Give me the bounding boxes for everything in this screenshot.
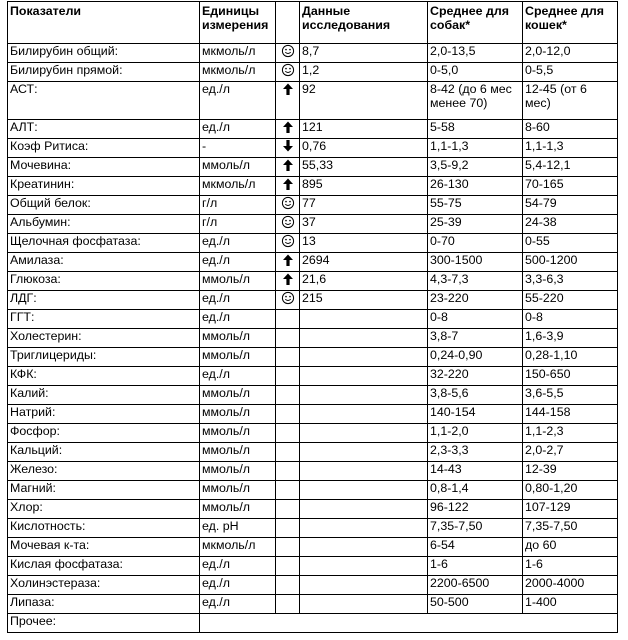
- dogs-reference: 7,35-7,50: [428, 519, 523, 538]
- unit-cell: ед./л: [200, 576, 276, 595]
- header-mark: [276, 2, 300, 44]
- table-row: [8, 348, 618, 367]
- dogs-reference: 32-220: [428, 367, 523, 386]
- table-row: [8, 538, 618, 557]
- unit-cell: ед./л: [200, 557, 276, 576]
- result-value: 92: [300, 82, 428, 120]
- result-value: 55,33: [300, 158, 428, 177]
- cats-reference: 7,35-7,50: [523, 519, 618, 538]
- result-value: [300, 424, 428, 443]
- result-value: 895: [300, 177, 428, 196]
- table-row: [8, 234, 618, 253]
- indicator-name: Билирубин общий:: [8, 44, 200, 63]
- indicator-name: Холинэстераза:: [8, 576, 200, 595]
- dogs-reference: 0,24-0,90: [428, 348, 523, 367]
- unit-cell: ммоль/л: [200, 386, 276, 405]
- unit-cell: ммоль/л: [200, 158, 276, 177]
- table-row: [8, 481, 618, 500]
- status-mark-cell: [276, 595, 300, 614]
- table-row: [8, 443, 618, 462]
- unit-cell: г/л: [200, 196, 276, 215]
- header-dogs: Среднее для собак*: [428, 2, 523, 44]
- dogs-reference: 3,8-7: [428, 329, 523, 348]
- result-value: 77: [300, 196, 428, 215]
- dogs-reference: 1-6: [428, 557, 523, 576]
- result-value: 2694: [300, 253, 428, 272]
- indicator-name: Креатинин:: [8, 177, 200, 196]
- unit-cell: ед./л: [200, 234, 276, 253]
- status-mark-cell: [276, 519, 300, 538]
- status-mark-cell: [276, 500, 300, 519]
- dogs-reference: 5-58: [428, 120, 523, 139]
- result-value: 0,76: [300, 139, 428, 158]
- unit-cell: мкмоль/л: [200, 538, 276, 557]
- unit-cell: ед./л: [200, 595, 276, 614]
- cats-reference: 55-220: [523, 291, 618, 310]
- result-value: [300, 481, 428, 500]
- status-mark-cell: [276, 481, 300, 500]
- dogs-reference: 25-39: [428, 215, 523, 234]
- table-row: [8, 82, 618, 120]
- unit-cell: ед./л: [200, 367, 276, 386]
- result-value: 121: [300, 120, 428, 139]
- result-value: 1,2: [300, 63, 428, 82]
- status-mark-cell: [276, 139, 300, 158]
- result-value: [300, 538, 428, 557]
- dogs-reference: 2,0-13,5: [428, 44, 523, 63]
- status-mark-cell: [276, 82, 300, 120]
- result-value: [300, 405, 428, 424]
- dogs-reference: 0-5,0: [428, 63, 523, 82]
- table-row: [8, 424, 618, 443]
- cats-reference: 24-38: [523, 215, 618, 234]
- dogs-reference: 50-500: [428, 595, 523, 614]
- unit-cell: ед./л: [200, 253, 276, 272]
- result-value: [300, 519, 428, 538]
- table-row: [8, 177, 618, 196]
- footer-row: [8, 614, 618, 633]
- result-value: [300, 348, 428, 367]
- table-row: [8, 196, 618, 215]
- table-row: [8, 329, 618, 348]
- status-mark-cell: [276, 329, 300, 348]
- indicator-name: КФК:: [8, 367, 200, 386]
- dogs-reference: 3,5-9,2: [428, 158, 523, 177]
- dogs-reference: 3,8-5,6: [428, 386, 523, 405]
- table-row: [8, 158, 618, 177]
- header-cats: Среднее для кошек*: [523, 2, 618, 44]
- indicator-name: Железо:: [8, 462, 200, 481]
- dogs-reference: 23-220: [428, 291, 523, 310]
- cats-reference: до 60: [523, 538, 618, 557]
- cats-reference: 500-1200: [523, 253, 618, 272]
- cats-reference: 107-129: [523, 500, 618, 519]
- result-value: [300, 576, 428, 595]
- table-row: [8, 500, 618, 519]
- unit-cell: ед. pH: [200, 519, 276, 538]
- unit-cell: мкмоль/л: [200, 177, 276, 196]
- unit-cell: ммоль/л: [200, 329, 276, 348]
- header-indicator: Показатели: [8, 2, 200, 44]
- cats-reference: 2,0-12,0: [523, 44, 618, 63]
- other-label: Прочее:: [8, 614, 200, 633]
- dogs-reference: 1,1-1,3: [428, 139, 523, 158]
- cats-reference: 54-79: [523, 196, 618, 215]
- result-value: 215: [300, 291, 428, 310]
- cats-reference: 12-39: [523, 462, 618, 481]
- cats-reference: 1,1-1,3: [523, 139, 618, 158]
- table-row: [8, 386, 618, 405]
- dogs-reference: 14-43: [428, 462, 523, 481]
- indicator-name: Натрий:: [8, 405, 200, 424]
- result-value: 37: [300, 215, 428, 234]
- cats-reference: 1-6: [523, 557, 618, 576]
- dogs-reference: 0-70: [428, 234, 523, 253]
- indicator-name: Амилаза:: [8, 253, 200, 272]
- status-mark-cell: [276, 576, 300, 595]
- status-mark-cell: [276, 120, 300, 139]
- result-value: 13: [300, 234, 428, 253]
- dogs-reference: 55-75: [428, 196, 523, 215]
- unit-cell: мкмоль/л: [200, 44, 276, 63]
- arrow-up-icon: [281, 177, 295, 191]
- result-value: [300, 595, 428, 614]
- indicator-name: Общий белок:: [8, 196, 200, 215]
- status-mark-cell: [276, 386, 300, 405]
- cats-reference: 70-165: [523, 177, 618, 196]
- table-body: [8, 44, 618, 633]
- indicator-name: Магний:: [8, 481, 200, 500]
- status-mark-cell: [276, 405, 300, 424]
- status-mark-cell: [276, 44, 300, 63]
- cats-reference: 3,3-6,3: [523, 272, 618, 291]
- dogs-reference: 2,3-3,3: [428, 443, 523, 462]
- status-mark-cell: [276, 196, 300, 215]
- status-mark-cell: [276, 291, 300, 310]
- table-row: [8, 557, 618, 576]
- dogs-reference: 0-8: [428, 310, 523, 329]
- cats-reference: 12-45 (от 6 мес): [523, 82, 618, 120]
- status-mark-cell: [276, 462, 300, 481]
- unit-cell: ед./л: [200, 120, 276, 139]
- unit-cell: г/л: [200, 215, 276, 234]
- table-row: [8, 272, 618, 291]
- results-table-wrapper: [7, 1, 618, 633]
- indicator-name: ГГТ:: [8, 310, 200, 329]
- dogs-reference: 140-154: [428, 405, 523, 424]
- header-units: Единицы измерения: [200, 2, 276, 44]
- smiley-icon: [281, 44, 295, 58]
- smiley-icon: [281, 63, 295, 77]
- indicator-name: АСТ:: [8, 82, 200, 120]
- status-mark-cell: [276, 310, 300, 329]
- unit-cell: ммоль/л: [200, 481, 276, 500]
- arrow-up-icon: [281, 158, 295, 172]
- unit-cell: ед./л: [200, 310, 276, 329]
- unit-cell: ммоль/л: [200, 443, 276, 462]
- arrow-up-icon: [281, 272, 295, 286]
- cats-reference: 2,0-2,7: [523, 443, 618, 462]
- unit-cell: мкмоль/л: [200, 63, 276, 82]
- table-row: [8, 253, 618, 272]
- status-mark-cell: [276, 424, 300, 443]
- smiley-icon: [281, 215, 295, 229]
- result-value: 8,7: [300, 44, 428, 63]
- result-value: [300, 500, 428, 519]
- dogs-reference: 0,8-1,4: [428, 481, 523, 500]
- indicator-name: Калий:: [8, 386, 200, 405]
- smiley-icon: [281, 196, 295, 210]
- cats-reference: 0-8: [523, 310, 618, 329]
- status-mark-cell: [276, 177, 300, 196]
- result-value: [300, 329, 428, 348]
- status-mark-cell: [276, 215, 300, 234]
- status-mark-cell: [276, 63, 300, 82]
- status-mark-cell: [276, 234, 300, 253]
- unit-cell: ммоль/л: [200, 462, 276, 481]
- cats-reference: 1,1-2,3: [523, 424, 618, 443]
- status-mark-cell: [276, 272, 300, 291]
- status-mark-cell: [276, 538, 300, 557]
- indicator-name: Холестерин:: [8, 329, 200, 348]
- unit-cell: -: [200, 139, 276, 158]
- unit-cell: ммоль/л: [200, 272, 276, 291]
- table-row: [8, 405, 618, 424]
- result-value: [300, 462, 428, 481]
- arrow-down-icon: [281, 139, 295, 153]
- cats-reference: 1-400: [523, 595, 618, 614]
- arrow-up-icon: [281, 120, 295, 134]
- table-row: [8, 462, 618, 481]
- table-row: [8, 576, 618, 595]
- unit-cell: ммоль/л: [200, 424, 276, 443]
- indicator-name: Коэф Ритиса:: [8, 139, 200, 158]
- table-row: [8, 291, 618, 310]
- dogs-reference: 6-54: [428, 538, 523, 557]
- status-mark-cell: [276, 158, 300, 177]
- dogs-reference: 8-42 (до 6 мес менее 70): [428, 82, 523, 120]
- other-value: [200, 614, 618, 633]
- indicator-name: ЛДГ:: [8, 291, 200, 310]
- header-row: [8, 2, 618, 44]
- dogs-reference: 96-122: [428, 500, 523, 519]
- indicator-name: Триглицериды:: [8, 348, 200, 367]
- dogs-reference: 2200-6500: [428, 576, 523, 595]
- smiley-icon: [281, 234, 295, 248]
- cats-reference: 8-60: [523, 120, 618, 139]
- dogs-reference: 4,3-7,3: [428, 272, 523, 291]
- unit-cell: ед./л: [200, 291, 276, 310]
- table-row: [8, 63, 618, 82]
- cats-reference: 0-5,5: [523, 63, 618, 82]
- indicator-name: Альбумин:: [8, 215, 200, 234]
- cats-reference: 2000-4000: [523, 576, 618, 595]
- cats-reference: 1,6-3,9: [523, 329, 618, 348]
- status-mark-cell: [276, 557, 300, 576]
- cats-reference: 144-158: [523, 405, 618, 424]
- result-value: [300, 367, 428, 386]
- table-row: [8, 367, 618, 386]
- header-result: Данные исследования: [300, 2, 428, 44]
- status-mark-cell: [276, 443, 300, 462]
- status-mark-cell: [276, 253, 300, 272]
- cats-reference: 0,28-1,10: [523, 348, 618, 367]
- indicator-name: Кислая фосфатаза:: [8, 557, 200, 576]
- table-row: [8, 120, 618, 139]
- table-row: [8, 519, 618, 538]
- indicator-name: АЛТ:: [8, 120, 200, 139]
- table-row: [8, 310, 618, 329]
- indicator-name: Кислотность:: [8, 519, 200, 538]
- indicator-name: Мочевина:: [8, 158, 200, 177]
- dogs-reference: 1,1-2,0: [428, 424, 523, 443]
- result-value: [300, 557, 428, 576]
- smiley-icon: [281, 291, 295, 305]
- indicator-name: Глюкоза:: [8, 272, 200, 291]
- result-value: [300, 443, 428, 462]
- indicator-name: Щелочная фосфатаза:: [8, 234, 200, 253]
- indicator-name: Хлор:: [8, 500, 200, 519]
- table-row: [8, 139, 618, 158]
- cats-reference: 5,4-12,1: [523, 158, 618, 177]
- unit-cell: ммоль/л: [200, 348, 276, 367]
- cats-reference: 3,6-5,5: [523, 386, 618, 405]
- status-mark-cell: [276, 348, 300, 367]
- table-row: [8, 215, 618, 234]
- unit-cell: ед./л: [200, 82, 276, 120]
- dogs-reference: 26-130: [428, 177, 523, 196]
- indicator-name: Фосфор:: [8, 424, 200, 443]
- result-value: 21,6: [300, 272, 428, 291]
- unit-cell: ммоль/л: [200, 405, 276, 424]
- dogs-reference: 300-1500: [428, 253, 523, 272]
- biochemistry-table: [7, 1, 618, 633]
- result-value: [300, 386, 428, 405]
- arrow-up-icon: [281, 82, 295, 96]
- unit-cell: ммоль/л: [200, 500, 276, 519]
- indicator-name: Кальций:: [8, 443, 200, 462]
- arrow-up-icon: [281, 253, 295, 267]
- table-row: [8, 44, 618, 63]
- cats-reference: 150-650: [523, 367, 618, 386]
- indicator-name: Билирубин прямой:: [8, 63, 200, 82]
- table-row: [8, 595, 618, 614]
- status-mark-cell: [276, 367, 300, 386]
- indicator-name: Липаза:: [8, 595, 200, 614]
- cats-reference: 0,80-1,20: [523, 481, 618, 500]
- indicator-name: Мочевая к-та:: [8, 538, 200, 557]
- result-value: [300, 310, 428, 329]
- cats-reference: 0-55: [523, 234, 618, 253]
